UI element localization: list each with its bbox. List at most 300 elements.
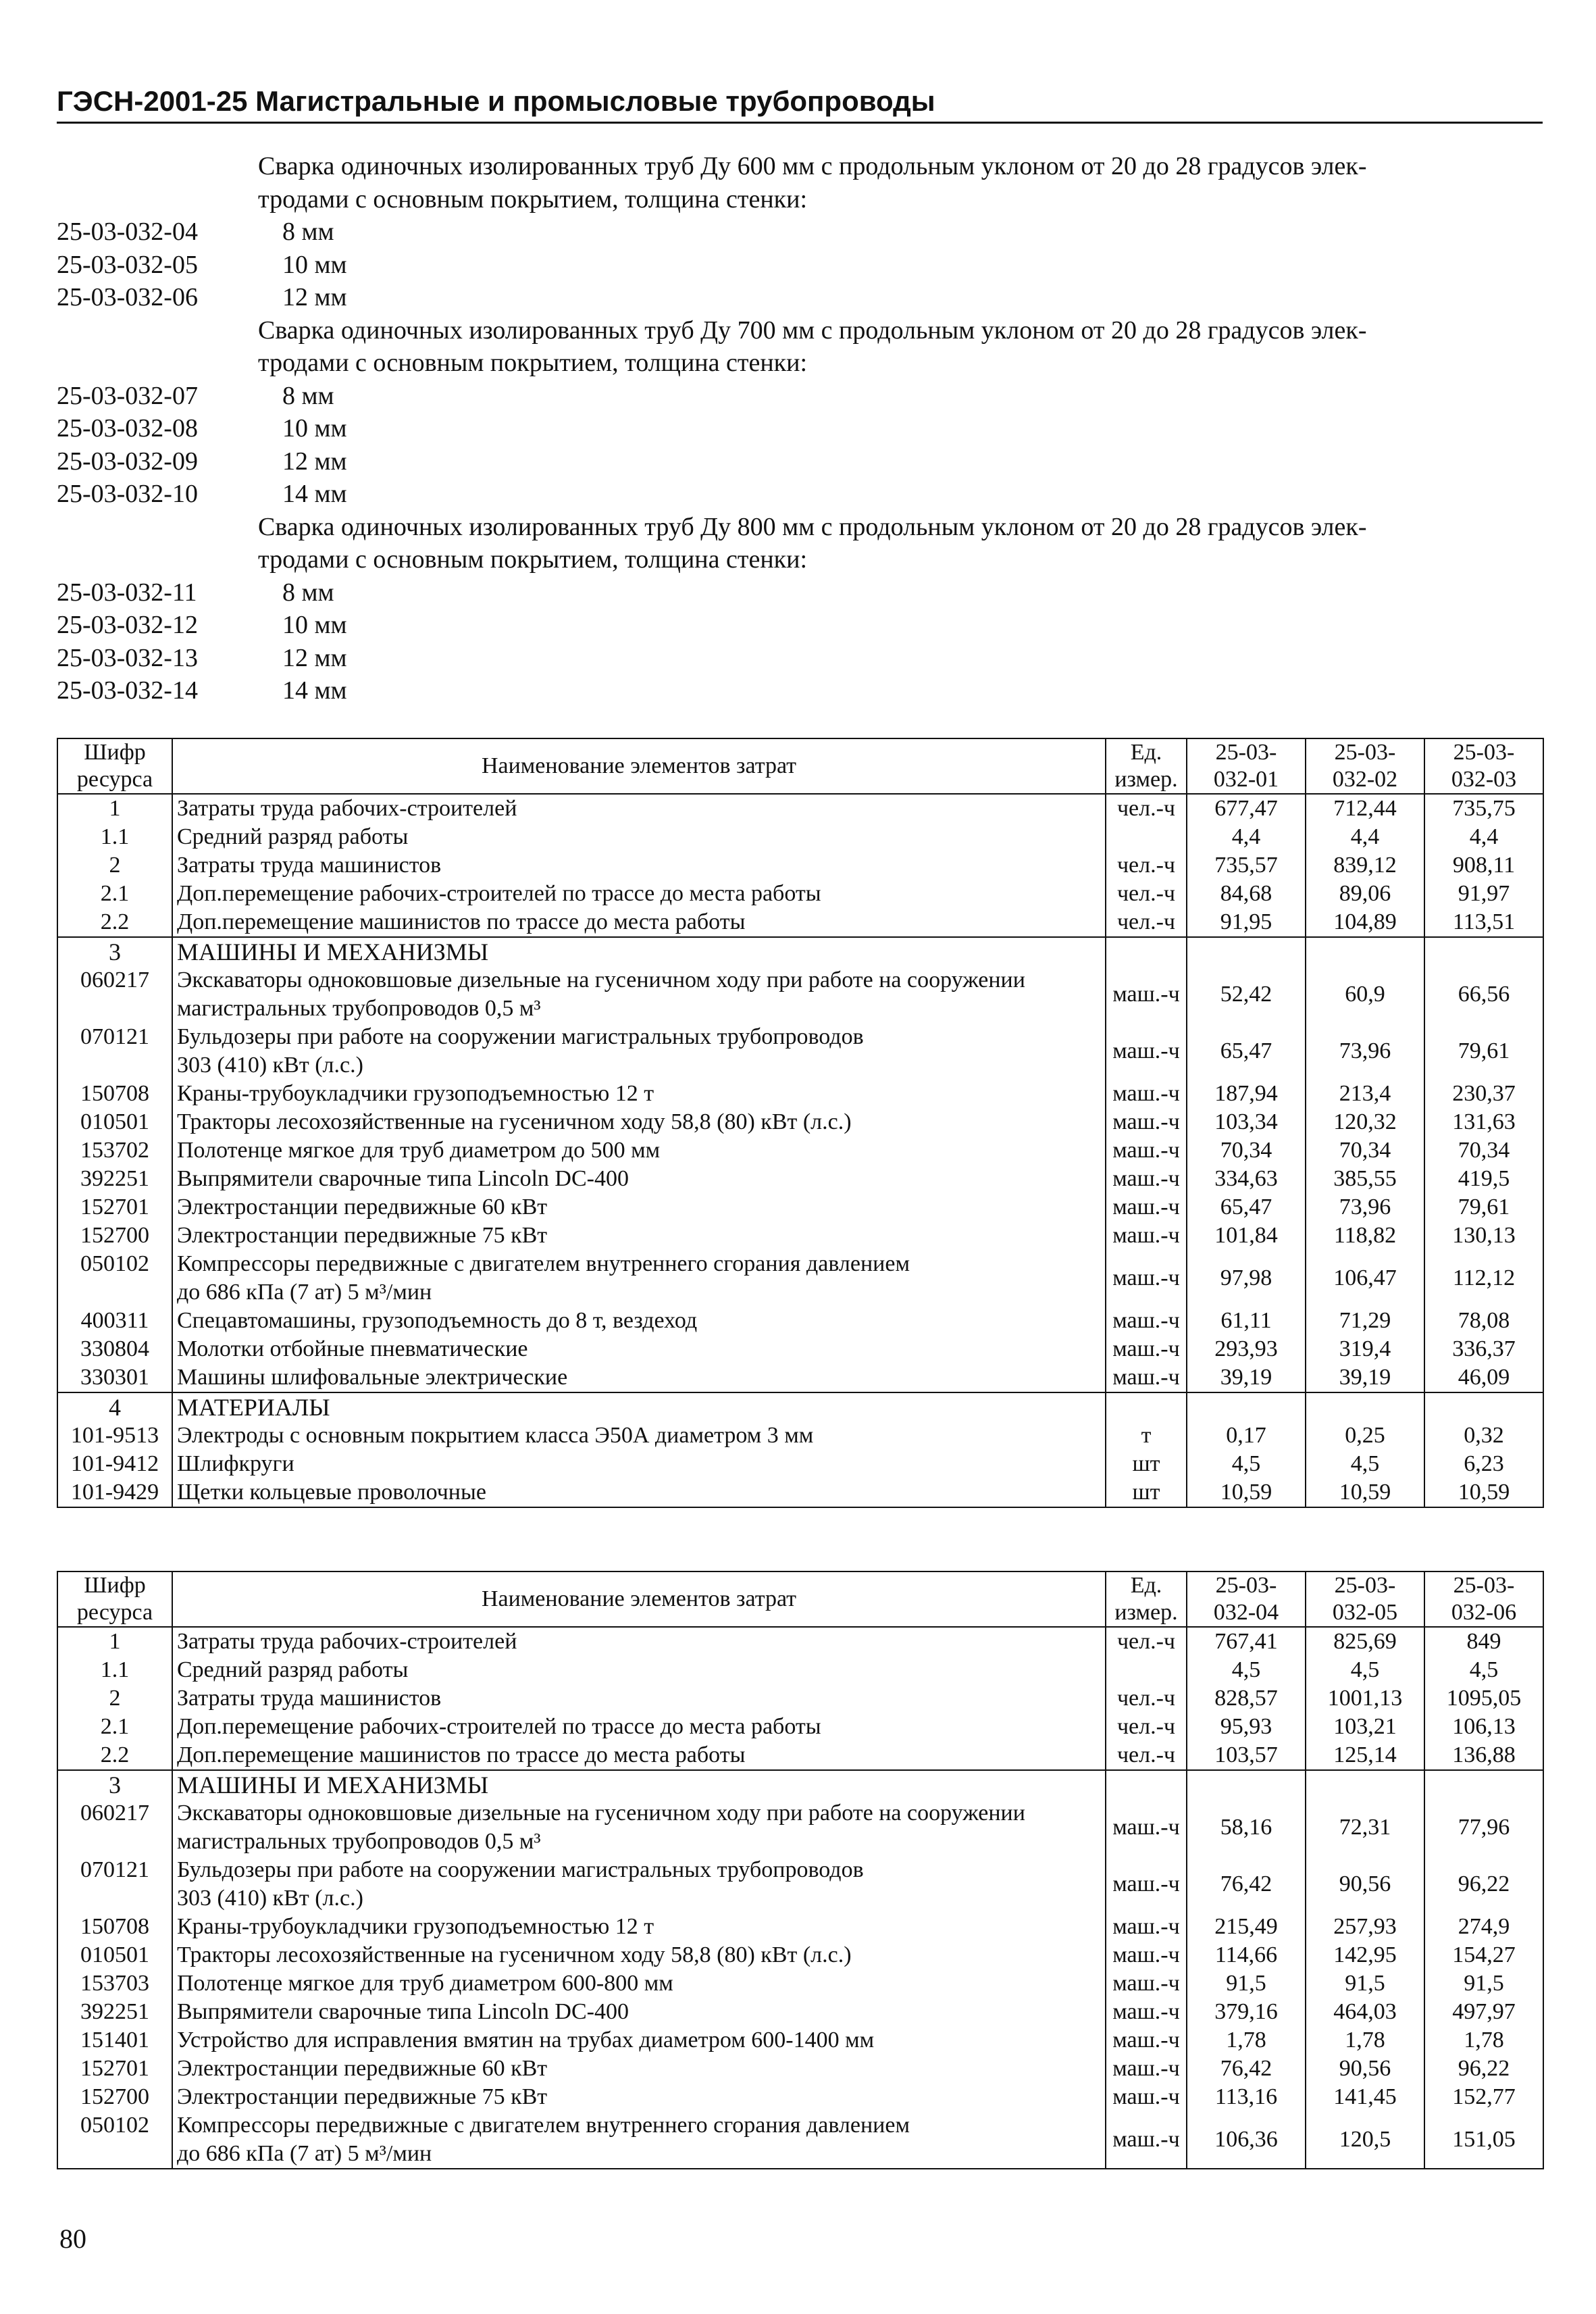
table-row: [57, 1193, 1543, 1222]
resource-name-line: Экскаваторы одноковшовые дизельные на гусеничном ходу при работе на сооружении: [177, 967, 1025, 992]
value-cell: 97,98: [1187, 1250, 1306, 1307]
resource-unit: маш.-ч: [1106, 1108, 1187, 1136]
value-cell: 66,56: [1424, 966, 1543, 1023]
resource-name-line: Спецавтомашины, грузоподъемность до 8 т, вездеход: [177, 1308, 698, 1333]
intro-item: [57, 576, 1543, 609]
value-cell: 215,49: [1187, 1913, 1306, 1941]
table-row: [57, 1770, 1543, 1799]
resource-code: 060217: [57, 966, 172, 1023]
header-code: [57, 1571, 172, 1627]
table-row: [57, 1799, 1543, 1856]
header-col-code-line1: 25-03-: [1334, 1573, 1396, 1598]
resource-name-line: Доп.перемещение рабочих-строителей по трассе до места работы: [177, 881, 821, 906]
value-cell: 96,22: [1424, 1856, 1543, 1913]
value-cell: 77,96: [1424, 1799, 1543, 1856]
value-cell: 78,08: [1424, 1307, 1543, 1335]
header-col-code-line1: 25-03-: [1453, 1573, 1515, 1598]
value-cell: 101,84: [1187, 1222, 1306, 1250]
value-cell: 120,5: [1306, 2111, 1424, 2169]
resource-name-line: Шлифкруги: [177, 1451, 294, 1476]
value-cell: 65,47: [1187, 1023, 1306, 1080]
resource-name: [172, 908, 1106, 937]
value-cell: 91,5: [1306, 1969, 1424, 1998]
table-row: [57, 1392, 1543, 1422]
resource-code: 2: [57, 1684, 172, 1713]
resource-unit: чел.-ч: [1106, 1713, 1187, 1741]
value-cell: 70,34: [1306, 1136, 1424, 1165]
intro-item: [57, 445, 1543, 478]
table-row: [57, 1941, 1543, 1969]
resource-unit: [1106, 937, 1187, 966]
intro-item-text: 8 мм: [282, 578, 334, 607]
value-cell: 73,96: [1306, 1023, 1424, 1080]
resource-name: [172, 1335, 1106, 1363]
value-cell: 103,57: [1187, 1741, 1306, 1770]
resource-unit: маш.-ч: [1106, 1250, 1187, 1307]
resource-name: [172, 1713, 1106, 1741]
resource-name: [172, 1913, 1106, 1941]
resource-name-line: Доп.перемещение рабочих-строителей по трассе до места работы: [177, 1714, 821, 1739]
table-row: [57, 937, 1543, 966]
header-col-code-line2: 032-01: [1213, 767, 1279, 792]
header-unit-line1: Ед.: [1130, 1573, 1162, 1598]
intro-heading: тродами с основным покрытием, толщина стенки:: [258, 545, 808, 574]
cost-table-2: [57, 1571, 1544, 2169]
value-cell: [1424, 1392, 1543, 1422]
value-cell: 379,16: [1187, 1998, 1306, 2026]
value-cell: 84,68: [1187, 880, 1306, 908]
table-row: [57, 1307, 1543, 1335]
value-cell: 152,77: [1424, 2083, 1543, 2111]
table-row: [57, 1856, 1543, 1913]
intro-item: [57, 674, 1543, 707]
resource-name: [172, 1656, 1106, 1684]
header-unit-line1: Ед.: [1130, 740, 1162, 765]
table-row: [57, 2026, 1543, 2055]
resource-name-line2: 303 (410) кВт (л.с.): [177, 1886, 363, 1911]
resource-name: [172, 1941, 1106, 1969]
header-code-line2: ресурса: [76, 1600, 153, 1625]
resource-code: 400311: [57, 1307, 172, 1335]
resource-name-line: Электростанции передвижные 75 кВт: [177, 2084, 548, 2109]
resource-unit: [1106, 1656, 1187, 1684]
intro-heading: тродами с основным покрытием, толщина стенки:: [258, 184, 808, 213]
value-cell: 319,4: [1306, 1335, 1424, 1363]
resource-unit: маш.-ч: [1106, 1136, 1187, 1165]
resource-name-line: Бульдозеры при работе на сооружении магистральных трубопроводов: [177, 1857, 864, 1882]
resource-code: 060217: [57, 1799, 172, 1856]
resource-unit: маш.-ч: [1106, 1222, 1187, 1250]
resource-name-line: Доп.перемещение машинистов по трассе до места работы: [177, 909, 746, 934]
resource-code: 1: [57, 794, 172, 823]
resource-code: 153703: [57, 1969, 172, 1998]
value-cell: 4,4: [1187, 823, 1306, 851]
value-cell: [1424, 937, 1543, 966]
value-cell: 825,69: [1306, 1627, 1424, 1656]
resource-name: [172, 1770, 1106, 1799]
value-cell: 60,9: [1306, 966, 1424, 1023]
value-cell: [1187, 1392, 1306, 1422]
resource-name-line: Полотенце мягкое для труб диаметром 600-800 мм: [177, 1971, 673, 1996]
header-name: Наименование элементов затрат: [172, 1571, 1106, 1627]
header-col-code-line1: 25-03-: [1334, 740, 1396, 765]
value-cell: [1306, 1770, 1424, 1799]
value-cell: [1187, 937, 1306, 966]
resource-name-line: Компрессоры передвижные с двигателем внутреннего сгорания давлением: [177, 1251, 910, 1276]
value-cell: 908,11: [1424, 851, 1543, 880]
value-cell: 0,17: [1187, 1422, 1306, 1450]
resource-code: 1.1: [57, 823, 172, 851]
table-row: [57, 1969, 1543, 1998]
value-cell: 65,47: [1187, 1193, 1306, 1222]
resource-name-line: Доп.перемещение машинистов по трассе до места работы: [177, 1742, 746, 1767]
table-row: [57, 1741, 1543, 1770]
resource-unit: маш.-ч: [1106, 1799, 1187, 1856]
value-cell: 154,27: [1424, 1941, 1543, 1969]
resource-name-line: Электростанции передвижные 60 кВт: [177, 1194, 548, 1219]
resource-unit: маш.-ч: [1106, 2026, 1187, 2055]
table-row: [57, 2111, 1543, 2169]
value-cell: 0,25: [1306, 1422, 1424, 1450]
value-cell: 767,41: [1187, 1627, 1306, 1656]
value-cell: 4,5: [1306, 1656, 1424, 1684]
intro-item-text: 8 мм: [282, 218, 334, 246]
value-cell: [1424, 1770, 1543, 1799]
resource-name-line: МАШИНЫ И МЕХАНИЗМЫ: [177, 1771, 489, 1799]
table-row: [57, 1335, 1543, 1363]
table-row: [57, 1998, 1543, 2026]
resource-code: 152700: [57, 1222, 172, 1250]
intro-item-code: 25-03-032-09: [57, 447, 198, 476]
resource-name: [172, 880, 1106, 908]
resource-name-line: Бульдозеры при работе на сооружении магистральных трубопроводов: [177, 1024, 864, 1049]
value-cell: 10,59: [1306, 1478, 1424, 1507]
value-cell: 79,61: [1424, 1193, 1543, 1222]
header-col-code-line2: 032-04: [1213, 1600, 1279, 1625]
resource-code: 152701: [57, 1193, 172, 1222]
value-cell: 113,16: [1187, 2083, 1306, 2111]
value-cell: 187,94: [1187, 1080, 1306, 1108]
intro-item: [57, 478, 1543, 511]
resource-name: [172, 1998, 1106, 2026]
header-col-code-line1: 25-03-: [1453, 740, 1515, 765]
intro-item-text: 12 мм: [282, 643, 347, 672]
resource-name: [172, 1450, 1106, 1478]
header-col-code: [1187, 738, 1306, 794]
value-cell: 142,95: [1306, 1941, 1424, 1969]
resource-unit: маш.-ч: [1106, 1856, 1187, 1913]
resource-unit: чел.-ч: [1106, 880, 1187, 908]
table-row: [57, 1363, 1543, 1392]
intro-item-text: 14 мм: [282, 676, 347, 705]
intro-heading: Сварка одиночных изолированных труб Ду 600 мм с продольным уклоном от 20 до 28 градусов элек-: [258, 152, 1367, 180]
table-row: [57, 908, 1543, 937]
table-row: [57, 851, 1543, 880]
intro-heading: тродами с основным покрытием, толщина стенки:: [258, 349, 808, 377]
value-cell: 274,9: [1424, 1913, 1543, 1941]
resource-unit: шт: [1106, 1478, 1187, 1507]
value-cell: 114,66: [1187, 1941, 1306, 1969]
value-cell: 6,23: [1424, 1450, 1543, 1478]
resource-name: [172, 937, 1106, 966]
resource-code: 010501: [57, 1108, 172, 1136]
resource-name: [172, 1165, 1106, 1193]
header-col-code: [1424, 738, 1543, 794]
header-col-code-line1: 25-03-: [1215, 740, 1277, 765]
intro-item-text: 12 мм: [282, 283, 347, 311]
resource-code: 050102: [57, 1250, 172, 1307]
intro-item-code: 25-03-032-05: [57, 250, 198, 279]
table-header-row: [57, 1571, 1543, 1627]
table-row: [57, 1165, 1543, 1193]
intro-item-text: 10 мм: [282, 250, 347, 279]
page-header: ГЭСН-2001-25 Магистральные и промысловые трубопроводы: [57, 84, 1543, 124]
value-cell: 91,97: [1424, 880, 1543, 908]
value-cell: 735,57: [1187, 851, 1306, 880]
value-cell: 103,34: [1187, 1108, 1306, 1136]
table-row: [57, 1913, 1543, 1941]
value-cell: 1,78: [1187, 2026, 1306, 2055]
intro-item-code: 25-03-032-11: [57, 578, 197, 607]
resource-code: 1.1: [57, 1656, 172, 1684]
value-cell: 1095,05: [1424, 1684, 1543, 1713]
table-row: [57, 1656, 1543, 1684]
table-row: [57, 1222, 1543, 1250]
resource-code: 151401: [57, 2026, 172, 2055]
value-cell: 213,4: [1306, 1080, 1424, 1108]
resource-unit: маш.-ч: [1106, 2083, 1187, 2111]
resource-unit: маш.-ч: [1106, 1193, 1187, 1222]
value-cell: 334,63: [1187, 1165, 1306, 1193]
resource-name: [172, 1627, 1106, 1656]
resource-unit: чел.-ч: [1106, 1627, 1187, 1656]
resource-unit: маш.-ч: [1106, 2111, 1187, 2169]
resource-code: 153702: [57, 1136, 172, 1165]
table-row: [57, 1136, 1543, 1165]
value-cell: 1,78: [1424, 2026, 1543, 2055]
table-row: [57, 823, 1543, 851]
resource-name: [172, 794, 1106, 823]
value-cell: 10,59: [1187, 1478, 1306, 1507]
resource-code: 2.2: [57, 1741, 172, 1770]
resource-unit: [1106, 1770, 1187, 1799]
value-cell: 76,42: [1187, 1856, 1306, 1913]
value-cell: 131,63: [1424, 1108, 1543, 1136]
table-row: [57, 2083, 1543, 2111]
header-col-code: [1187, 1571, 1306, 1627]
resource-name-line: Средний разряд работы: [177, 1657, 409, 1682]
resource-code: 1: [57, 1627, 172, 1656]
table-row: [57, 966, 1543, 1023]
value-cell: 112,12: [1424, 1250, 1543, 1307]
resource-code: 101-9513: [57, 1422, 172, 1450]
resource-name-line: Устройство для исправления вмятин на трубах диаметром 600-1400 мм: [177, 2028, 875, 2053]
resource-code: 152700: [57, 2083, 172, 2111]
value-cell: 419,5: [1424, 1165, 1543, 1193]
value-cell: 4,4: [1424, 823, 1543, 851]
resource-unit: маш.-ч: [1106, 1307, 1187, 1335]
resource-name-line: МАШИНЫ И МЕХАНИЗМЫ: [177, 938, 489, 965]
table-row: [57, 794, 1543, 823]
value-cell: 464,03: [1306, 1998, 1424, 2026]
resource-name: [172, 1136, 1106, 1165]
intro-list: [57, 150, 1543, 707]
header-col-code: [1306, 1571, 1424, 1627]
table-row: [57, 1450, 1543, 1478]
value-cell: 91,5: [1424, 1969, 1543, 1998]
intro-item-text: 10 мм: [282, 414, 347, 443]
value-cell: 828,57: [1187, 1684, 1306, 1713]
value-cell: 39,19: [1187, 1363, 1306, 1392]
value-cell: 385,55: [1306, 1165, 1424, 1193]
resource-code: 150708: [57, 1913, 172, 1941]
resource-unit: [1106, 1392, 1187, 1422]
table-row: [57, 2055, 1543, 2083]
intro-heading: Сварка одиночных изолированных труб Ду 700 мм с продольным уклоном от 20 до 28 градусов элек-: [258, 316, 1367, 345]
header-code: [57, 738, 172, 794]
header-code-line2: ресурса: [76, 767, 153, 792]
table-row: [57, 1684, 1543, 1713]
resource-unit: шт: [1106, 1450, 1187, 1478]
value-cell: 91,5: [1187, 1969, 1306, 1998]
resource-name-line: Краны-трубоукладчики грузоподъемностью 12 т: [177, 1081, 654, 1106]
header-name: Наименование элементов затрат: [172, 738, 1106, 794]
resource-name-line: Электроды с основным покрытием класса Э50А диаметром 3 мм: [177, 1423, 814, 1448]
resource-code: 150708: [57, 1080, 172, 1108]
resource-name: [172, 851, 1106, 880]
resource-unit: чел.-ч: [1106, 1684, 1187, 1713]
intro-item-code: 25-03-032-04: [57, 218, 198, 246]
resource-unit: маш.-ч: [1106, 1165, 1187, 1193]
value-cell: 257,93: [1306, 1913, 1424, 1941]
resource-name: [172, 2026, 1106, 2055]
table-row: [57, 1422, 1543, 1450]
header-col-code-line1: 25-03-: [1215, 1573, 1277, 1598]
value-cell: 230,37: [1424, 1080, 1543, 1108]
value-cell: 76,42: [1187, 2055, 1306, 2083]
resource-name-line2: до 686 кПа (7 ат) 5 м³/мин: [177, 1280, 432, 1305]
resource-name: [172, 823, 1106, 851]
resource-unit: маш.-ч: [1106, 1998, 1187, 2026]
resource-code: 3: [57, 937, 172, 966]
resource-name: [172, 2111, 1106, 2169]
resource-unit: маш.-ч: [1106, 966, 1187, 1023]
resource-unit: маш.-ч: [1106, 1363, 1187, 1392]
resource-name-line: Затраты труда рабочих-строителей: [177, 796, 517, 821]
intro-item: [57, 249, 1543, 282]
value-cell: 1,78: [1306, 2026, 1424, 2055]
resource-name: [172, 1193, 1106, 1222]
value-cell: 106,13: [1424, 1713, 1543, 1741]
value-cell: 72,31: [1306, 1799, 1424, 1856]
header-unit-line2: измер.: [1114, 767, 1178, 792]
resource-name-line: Электростанции передвижные 60 кВт: [177, 2056, 548, 2081]
value-cell: 106,36: [1187, 2111, 1306, 2169]
table-row: [57, 1080, 1543, 1108]
resource-unit: чел.-ч: [1106, 1741, 1187, 1770]
value-cell: 118,82: [1306, 1222, 1424, 1250]
resource-name-line: Тракторы лесохозяйственные на гусеничном ходу 58,8 (80) кВт (л.с.): [177, 1942, 852, 1967]
resource-code: 070121: [57, 1856, 172, 1913]
resource-name: [172, 1392, 1106, 1422]
header-unit: [1106, 738, 1187, 794]
resource-code: 010501: [57, 1941, 172, 1969]
resource-name: [172, 1307, 1106, 1335]
resource-name-line: МАТЕРИАЛЫ: [177, 1394, 330, 1421]
resource-unit: маш.-ч: [1106, 1023, 1187, 1080]
intro-heading: Сварка одиночных изолированных труб Ду 800 мм с продольным уклоном от 20 до 28 градусов элек-: [258, 512, 1367, 541]
value-cell: 89,06: [1306, 880, 1424, 908]
intro-item-code: 25-03-032-12: [57, 611, 198, 639]
resource-code: 2: [57, 851, 172, 880]
resource-name: [172, 1969, 1106, 1998]
resource-unit: маш.-ч: [1106, 1941, 1187, 1969]
header-col-code-line2: 032-03: [1451, 767, 1517, 792]
resource-name-line: Средний разряд работы: [177, 824, 409, 849]
value-cell: 96,22: [1424, 2055, 1543, 2083]
resource-code: 050102: [57, 2111, 172, 2169]
value-cell: 677,47: [1187, 794, 1306, 823]
resource-unit: [1106, 823, 1187, 851]
header-col-code: [1306, 738, 1424, 794]
intro-item-text: 14 мм: [282, 480, 347, 508]
resource-name: [172, 2083, 1106, 2111]
resource-name-line: Затраты труда машинистов: [177, 1686, 442, 1711]
header-code-line1: Шифр: [84, 1573, 146, 1598]
resource-unit: чел.-ч: [1106, 851, 1187, 880]
value-cell: 46,09: [1424, 1363, 1543, 1392]
value-cell: 130,13: [1424, 1222, 1543, 1250]
resource-name-line: Выпрямители сварочные типа Lincoln DC-400: [177, 1999, 629, 2024]
resource-name: [172, 1478, 1106, 1507]
resource-name-line: Щетки кольцевые проволочные: [177, 1480, 486, 1505]
value-cell: 10,59: [1424, 1478, 1543, 1507]
resource-name-line: Компрессоры передвижные с двигателем внутреннего сгорания давлением: [177, 2113, 910, 2138]
resource-name: [172, 1023, 1106, 1080]
value-cell: 52,42: [1187, 966, 1306, 1023]
value-cell: 73,96: [1306, 1193, 1424, 1222]
value-cell: 0,32: [1424, 1422, 1543, 1450]
resource-code: 070121: [57, 1023, 172, 1080]
resource-name-line: Краны-трубоукладчики грузоподъемностью 12 т: [177, 1914, 654, 1939]
header-col-code: [1424, 1571, 1543, 1627]
value-cell: [1306, 1392, 1424, 1422]
cost-table-1: [57, 738, 1544, 1508]
resource-code: 392251: [57, 1165, 172, 1193]
value-cell: 91,95: [1187, 908, 1306, 937]
resource-code: 101-9412: [57, 1450, 172, 1478]
value-cell: 104,89: [1306, 908, 1424, 937]
resource-name: [172, 966, 1106, 1023]
resource-name: [172, 1684, 1106, 1713]
table-row: [57, 880, 1543, 908]
intro-item-code: 25-03-032-08: [57, 414, 198, 443]
table-row: [57, 1023, 1543, 1080]
intro-item-text: 8 мм: [282, 381, 334, 410]
resource-unit: чел.-ч: [1106, 794, 1187, 823]
value-cell: 120,32: [1306, 1108, 1424, 1136]
resource-unit: т: [1106, 1422, 1187, 1450]
resource-unit: маш.-ч: [1106, 1080, 1187, 1108]
value-cell: 70,34: [1187, 1136, 1306, 1165]
value-cell: 95,93: [1187, 1713, 1306, 1741]
resource-name-line2: 303 (410) кВт (л.с.): [177, 1053, 363, 1078]
resource-name: [172, 1363, 1106, 1392]
value-cell: 4,4: [1306, 823, 1424, 851]
value-cell: [1187, 1770, 1306, 1799]
header-col-code-line2: 032-05: [1332, 1600, 1398, 1625]
value-cell: 293,93: [1187, 1335, 1306, 1363]
